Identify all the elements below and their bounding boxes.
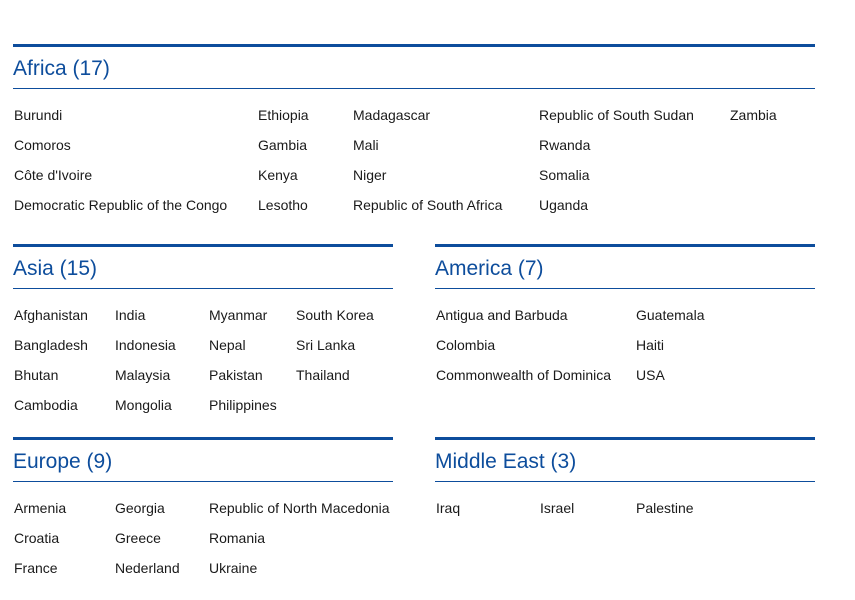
region-heading-middle-east: Middle East (3) xyxy=(435,450,577,473)
country-item: France xyxy=(14,560,58,576)
country-item: Palestine xyxy=(636,500,694,516)
country-item: Afghanistan xyxy=(14,307,88,323)
country-item: Ukraine xyxy=(209,560,258,576)
country-column xyxy=(636,498,694,528)
country-item: Uganda xyxy=(539,197,589,213)
country-item: Philippines xyxy=(209,397,277,413)
section-heading-rule xyxy=(13,88,815,89)
country-column xyxy=(540,498,574,528)
country-item: Gambia xyxy=(258,137,308,153)
section-heading-rule xyxy=(435,481,815,482)
country-item: Zambia xyxy=(730,107,777,123)
country-item: Republic of North Macedonia xyxy=(209,500,390,516)
country-item: Armenia xyxy=(14,500,67,516)
country-columns xyxy=(13,498,393,588)
country-item: Israel xyxy=(540,500,575,516)
country-item: Commonwealth of Dominica xyxy=(436,367,612,383)
region-section-africa xyxy=(13,44,815,225)
country-item: Niger xyxy=(353,167,387,183)
country-item: Nepal xyxy=(209,337,246,353)
country-column xyxy=(296,305,374,395)
country-item: Indonesia xyxy=(115,337,176,353)
region-heading-america: America (7) xyxy=(435,257,544,280)
region-section-europe xyxy=(13,437,393,588)
country-item: Madagascar xyxy=(353,107,431,123)
section-heading-rule xyxy=(13,481,393,482)
country-item: Kenya xyxy=(258,167,298,183)
country-item: Guatemala xyxy=(636,307,705,323)
country-item: Somalia xyxy=(539,167,590,183)
country-column xyxy=(209,498,390,588)
country-item: Nederland xyxy=(115,560,180,576)
country-item: Lesotho xyxy=(258,197,308,213)
region-heading-asia: Asia (15) xyxy=(13,257,98,280)
country-item: Cambodia xyxy=(14,397,78,413)
section-heading-rule xyxy=(435,288,815,289)
country-column xyxy=(115,305,176,425)
country-column xyxy=(14,498,66,588)
country-column xyxy=(636,305,704,395)
country-item: Comoros xyxy=(14,137,71,153)
country-item: Sri Lanka xyxy=(296,337,356,353)
country-item: Democratic Republic of the Congo xyxy=(14,197,228,213)
country-item: Haiti xyxy=(636,337,665,353)
country-column xyxy=(14,305,88,425)
country-item: Burundi xyxy=(14,107,63,123)
country-item: Thailand xyxy=(296,367,350,383)
country-item: Colombia xyxy=(436,337,496,353)
section-heading-rule xyxy=(13,288,393,289)
country-item: Romania xyxy=(209,530,266,546)
country-columns xyxy=(13,105,815,225)
country-columns xyxy=(13,305,393,425)
country-column xyxy=(730,105,777,135)
country-item: Georgia xyxy=(115,500,165,516)
country-column xyxy=(436,498,460,528)
country-item: Republic of South Sudan xyxy=(539,107,694,123)
country-column xyxy=(258,105,309,225)
region-heading-africa: Africa (17) xyxy=(13,57,110,80)
country-item: Mali xyxy=(353,137,379,153)
country-item: Mongolia xyxy=(115,397,172,413)
country-column xyxy=(14,105,227,225)
country-item: Malaysia xyxy=(115,367,171,383)
region-heading-europe: Europe (9) xyxy=(13,450,113,473)
country-item: Côte d'Ivoire xyxy=(14,167,93,183)
country-columns xyxy=(435,305,815,395)
country-item: India xyxy=(115,307,146,323)
region-section-middle-east xyxy=(435,437,815,528)
country-item: Antigua and Barbuda xyxy=(436,307,568,323)
country-item: Bhutan xyxy=(14,367,59,383)
country-column xyxy=(209,305,277,425)
country-item: Myanmar xyxy=(209,307,268,323)
country-item: Pakistan xyxy=(209,367,263,383)
country-item: Bangladesh xyxy=(14,337,88,353)
country-column xyxy=(353,105,502,225)
country-column xyxy=(539,105,694,225)
country-item: Croatia xyxy=(14,530,60,546)
country-columns xyxy=(435,498,815,528)
country-item: South Korea xyxy=(296,307,374,323)
country-item: Iraq xyxy=(436,500,461,516)
country-column xyxy=(115,498,180,588)
region-section-america xyxy=(435,244,815,395)
country-item: Ethiopia xyxy=(258,107,309,123)
country-item: Republic of South Africa xyxy=(353,197,503,213)
country-item: Greece xyxy=(115,530,161,546)
country-item: Rwanda xyxy=(539,137,591,153)
country-item: USA xyxy=(636,367,665,383)
country-column xyxy=(436,305,611,395)
region-section-asia xyxy=(13,244,393,425)
